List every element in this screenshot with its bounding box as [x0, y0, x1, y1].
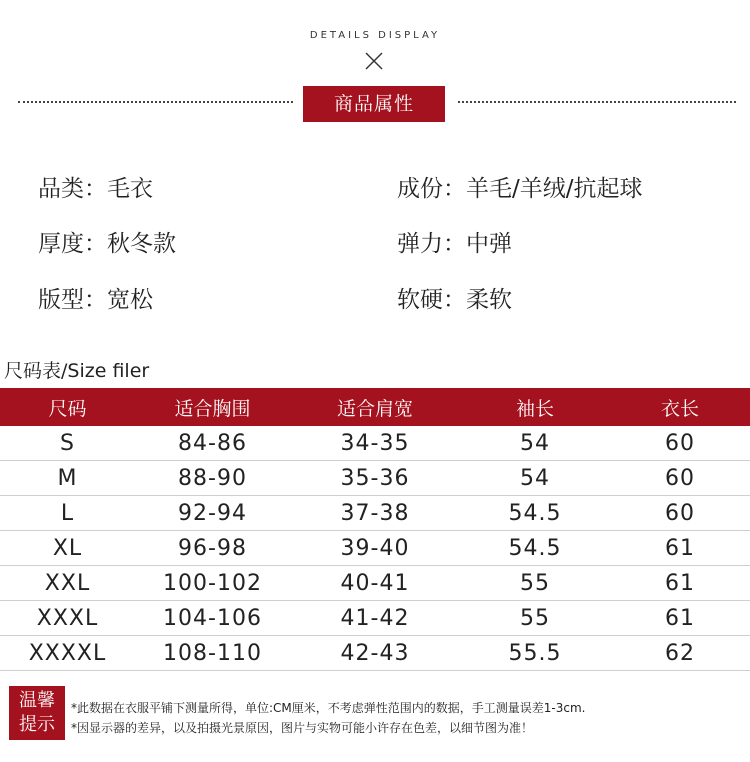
right-dotted-divider [458, 101, 736, 103]
cell-sleeve: 55 [460, 566, 610, 601]
cell-length: 61 [610, 531, 750, 566]
cell-chest: 84-86 [135, 426, 290, 461]
attribute-value: 毛衣 [107, 176, 153, 202]
table-row [0, 636, 750, 671]
column-header-sleeve: 袖长 [460, 388, 610, 426]
size-table-header [0, 388, 750, 426]
cell-size: XXXXL [0, 636, 135, 671]
notice-badge-line2: 提示 [19, 714, 55, 735]
table-row [0, 566, 750, 601]
attribute-label: 品类： [38, 176, 107, 202]
color-difference-note: *因显示器的差异，以及拍摄光景原因，图片与实物可能小许存在色差，以细节图为准！ [71, 721, 534, 735]
cell-shoulder: 41-42 [290, 601, 460, 636]
cell-sleeve: 54.5 [460, 531, 610, 566]
cell-size: S [0, 426, 135, 461]
cell-chest: 108-110 [135, 636, 290, 671]
cell-shoulder: 39-40 [290, 531, 460, 566]
attribute-value: 宽松 [107, 287, 153, 313]
attribute-label: 厚度： [38, 231, 107, 257]
cell-shoulder: 37-38 [290, 496, 460, 531]
table-row [0, 426, 750, 461]
attribute-label: 成份： [397, 176, 466, 202]
cell-size: M [0, 461, 135, 496]
table-row [0, 496, 750, 531]
cell-chest: 96-98 [135, 531, 290, 566]
notice-badge-line1: 温馨 [19, 690, 55, 711]
cell-chest: 88-90 [135, 461, 290, 496]
table-row [0, 461, 750, 496]
attribute-value: 秋冬款 [107, 231, 176, 257]
cell-shoulder: 35-36 [290, 461, 460, 496]
cross-icon [364, 51, 384, 71]
cell-length: 60 [610, 461, 750, 496]
cell-size: XXXL [0, 601, 135, 636]
size-table-caption: 尺码表/Size filer [4, 360, 150, 382]
cell-size: XXL [0, 566, 135, 601]
cell-length: 60 [610, 426, 750, 461]
column-header-length: 衣长 [610, 388, 750, 426]
table-row [0, 531, 750, 566]
attribute-item-fit [38, 281, 153, 314]
cell-chest: 92-94 [135, 496, 290, 531]
attribute-item-elasticity [397, 225, 512, 258]
attribute-item-thickness [38, 225, 176, 258]
left-dotted-divider [18, 101, 293, 103]
attribute-label: 版型： [38, 287, 107, 313]
attribute-label: 弹力： [397, 231, 466, 257]
cell-chest: 100-102 [135, 566, 290, 601]
attribute-value: 羊毛/羊绒/抗起球 [466, 176, 643, 202]
cell-shoulder: 40-41 [290, 566, 460, 601]
attribute-value: 柔软 [466, 287, 512, 313]
column-header-chest: 适合胸围 [135, 388, 290, 426]
size-table [0, 388, 750, 671]
cell-sleeve: 54 [460, 461, 610, 496]
cell-sleeve: 54.5 [460, 496, 610, 531]
table-row [0, 601, 750, 636]
attribute-value: 中弹 [466, 231, 512, 257]
column-header-size: 尺码 [0, 388, 135, 426]
cell-length: 61 [610, 566, 750, 601]
attribute-item-softness [397, 281, 512, 314]
product-attributes-badge: 商品属性 [303, 86, 445, 122]
measurement-note: *此数据在衣服平铺下测量所得，单位:CM厘米，不考虑弹性范围内的数据，手工测量误差1-3cm. [71, 701, 586, 715]
cell-chest: 104-106 [135, 601, 290, 636]
column-header-shoulder: 适合肩宽 [290, 388, 460, 426]
cell-sleeve: 55 [460, 601, 610, 636]
details-display-title: DETAILS DISPLAY [309, 30, 441, 41]
attribute-item-category [38, 170, 153, 203]
cell-length: 60 [610, 496, 750, 531]
cell-sleeve: 55.5 [460, 636, 610, 671]
cell-size: L [0, 496, 135, 531]
cell-shoulder: 34-35 [290, 426, 460, 461]
notice-badge [9, 686, 65, 740]
cell-shoulder: 42-43 [290, 636, 460, 671]
cell-length: 62 [610, 636, 750, 671]
attribute-label: 软硬： [397, 287, 466, 313]
attribute-item-composition [397, 170, 643, 203]
cell-length: 61 [610, 601, 750, 636]
cell-size: XL [0, 531, 135, 566]
cell-sleeve: 54 [460, 426, 610, 461]
